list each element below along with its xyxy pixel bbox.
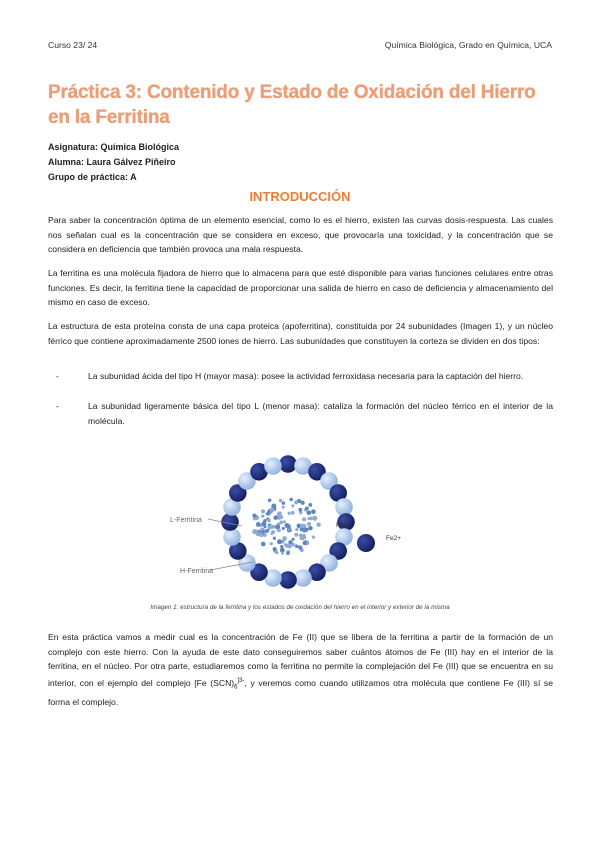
iron-ion [268, 525, 273, 530]
header-course: Curso 23/ 24 [48, 40, 98, 50]
iron-ion [281, 552, 284, 555]
ferritin-figure [160, 440, 420, 590]
iron-ion [261, 542, 266, 547]
iron-ion [277, 528, 281, 532]
list-dash: - [56, 371, 59, 381]
iron-ion [270, 507, 275, 512]
label-fe2: Fe2+ [386, 535, 401, 542]
iron-ion [308, 503, 312, 507]
paragraph-4-text: En esta práctica vamos a medir cual es la concentración de Fe (II) que se libera de la ferritina a partir de la formación de un complejo con este hierro. Con la ayuda de este dato conseguiremos saber cuántos átomos de Fe (III) hay en el interior de la ferritina, en el núcleo. Por otra parte, estudiaremos como la ferritina no permite la complejación del Fe (III) que se encuentra en su interior, con el ejemplo del complejo [Fe (SCN) [48, 632, 553, 688]
meta-asignatura: Asignatura: Química Biológica [48, 142, 180, 152]
list-item-text: La subunidad ligeramente básica del tipo L (menor masa): cataliza la formación del núcleo férrico en el interior de la molécula. [88, 401, 553, 426]
iron-ion [280, 545, 283, 548]
list-dash: - [56, 401, 59, 411]
iron-ion [266, 512, 269, 515]
iron-ion [261, 509, 265, 513]
iron-ion [268, 499, 272, 503]
iron-ion [301, 524, 304, 527]
iron-ion [284, 543, 287, 546]
iron-ion [255, 531, 259, 535]
list-item [56, 399, 553, 428]
iron-ion [291, 511, 295, 515]
iron-ion [261, 515, 264, 518]
iron-ion [282, 506, 285, 509]
l-subunit [223, 528, 241, 546]
iron-ion [282, 527, 285, 530]
paragraph-2: La ferritina es una molécula fijadora de hierro que lo almacena para que esté disponible para varias funciones celulares entre otras funciones. Es decir, la ferritina tiene la capacidad de proporcionar una salida de hierro en caso de deficiencia y almacenamiento del mismo en caso de exceso. [48, 268, 553, 308]
paragraph-4-text-end: , y veremos como cuando utilizamos otra molécula que contiene Fe (III) sí se forma el complejo. [48, 677, 553, 707]
iron-ion [308, 526, 313, 531]
iron-ion [282, 501, 286, 505]
formula-superscript: ]3- [237, 677, 245, 684]
iron-ion [265, 529, 269, 533]
iron-ion [294, 533, 298, 537]
iron-ion [292, 543, 296, 547]
iron-ion [270, 542, 273, 545]
l-subunit [294, 569, 312, 587]
section-title-introduccion: INTRODUCCIÓN [249, 189, 351, 204]
iron-ion [312, 516, 317, 521]
iron-ion [262, 521, 267, 526]
iron-ion [279, 499, 283, 503]
iron-ion [252, 514, 256, 518]
paragraph-1: Para saber la concentración óptima de un elemento esencial, como lo es el hierro, existen las curvas dosis-respuesta. Las cuales nos señalan cual es la concentración que se considera en exceso, que provocaría una toxicidad, y la concentración que se considera en deficiencia que también provoca una mala respuesta. [48, 215, 553, 255]
iron-ion [295, 528, 298, 531]
iron-ion [286, 524, 291, 529]
fe2-ion [357, 534, 375, 552]
formula-subscript: 6 [234, 684, 238, 691]
iron-ion [253, 517, 256, 520]
iron-ion [298, 508, 302, 512]
iron-ion [256, 522, 261, 527]
iron-ion [292, 538, 295, 541]
iron-ion [303, 541, 307, 545]
iron-ion [275, 551, 278, 554]
header-subject: Química Biológica, Grado en Química, UCA [384, 40, 552, 50]
iron-ion [301, 534, 306, 539]
iron-ion [277, 512, 281, 516]
iron-ion [302, 517, 306, 521]
iron-ion [295, 545, 299, 549]
iron-ion [291, 504, 294, 507]
iron-ion [311, 509, 316, 514]
iron-ion [267, 519, 271, 523]
figure-caption: Imagen 1: estructura de la ferritina y los estados de oxidación del hierro en el interior y exterior de la misma [150, 604, 450, 611]
iron-ion [286, 551, 290, 555]
iron-ion [283, 520, 286, 523]
h-subunit [279, 455, 297, 473]
iron-ion [307, 522, 311, 526]
iron-ion [312, 536, 315, 539]
paragraph-3: La estructura de esta proteína consta de una capa proteica (apoferritina), constituida por 24 subunidades (Imagen 1), y un núcleo férrico que contiene aproximadamente 2500 iones de hierro. Las subunidades que constituyen la corteza se dividen en dos tipos: [48, 321, 553, 346]
list-item-text: La subunidad ácida del tipo H (mayor masa): posee la actividad ferroxidasa necesaria para la captación del hierro. [88, 371, 524, 381]
iron-ion [305, 507, 309, 511]
iron-ion [316, 523, 320, 527]
iron-ion [297, 524, 302, 529]
meta-grupo: Grupo de práctica: A [48, 172, 137, 182]
label-l-ferritina: L-Ferritina [170, 517, 202, 524]
iron-ion [300, 501, 304, 505]
iron-ion [273, 515, 278, 520]
iron-ion [300, 527, 304, 531]
iron-core [252, 498, 321, 555]
iron-ion [287, 512, 290, 515]
protein-shell [221, 455, 355, 589]
meta-alumna: Alumna: Laura Gálvez Piñeiro [48, 157, 176, 167]
list-item [56, 369, 553, 384]
label-h-ferritina: H-Ferritina [180, 568, 214, 575]
iron-ion [259, 533, 264, 538]
paragraph-4 [48, 630, 553, 710]
iron-ion [298, 545, 302, 549]
iron-ion [270, 532, 273, 535]
iron-ion [273, 537, 276, 540]
iron-ion [287, 544, 291, 548]
document-title: Práctica 3: Contenido y Estado de Oxidación del Hierro en la Ferritina [48, 82, 536, 128]
l-subunit [264, 457, 282, 475]
iron-ion [306, 510, 311, 515]
iron-ion [289, 498, 292, 501]
l-subunit [335, 498, 353, 516]
iron-ion [277, 539, 282, 544]
iron-ion [273, 547, 277, 551]
iron-ion [294, 500, 298, 504]
label-fe3: Fe3+ [336, 522, 351, 529]
h-subunit [279, 571, 297, 589]
